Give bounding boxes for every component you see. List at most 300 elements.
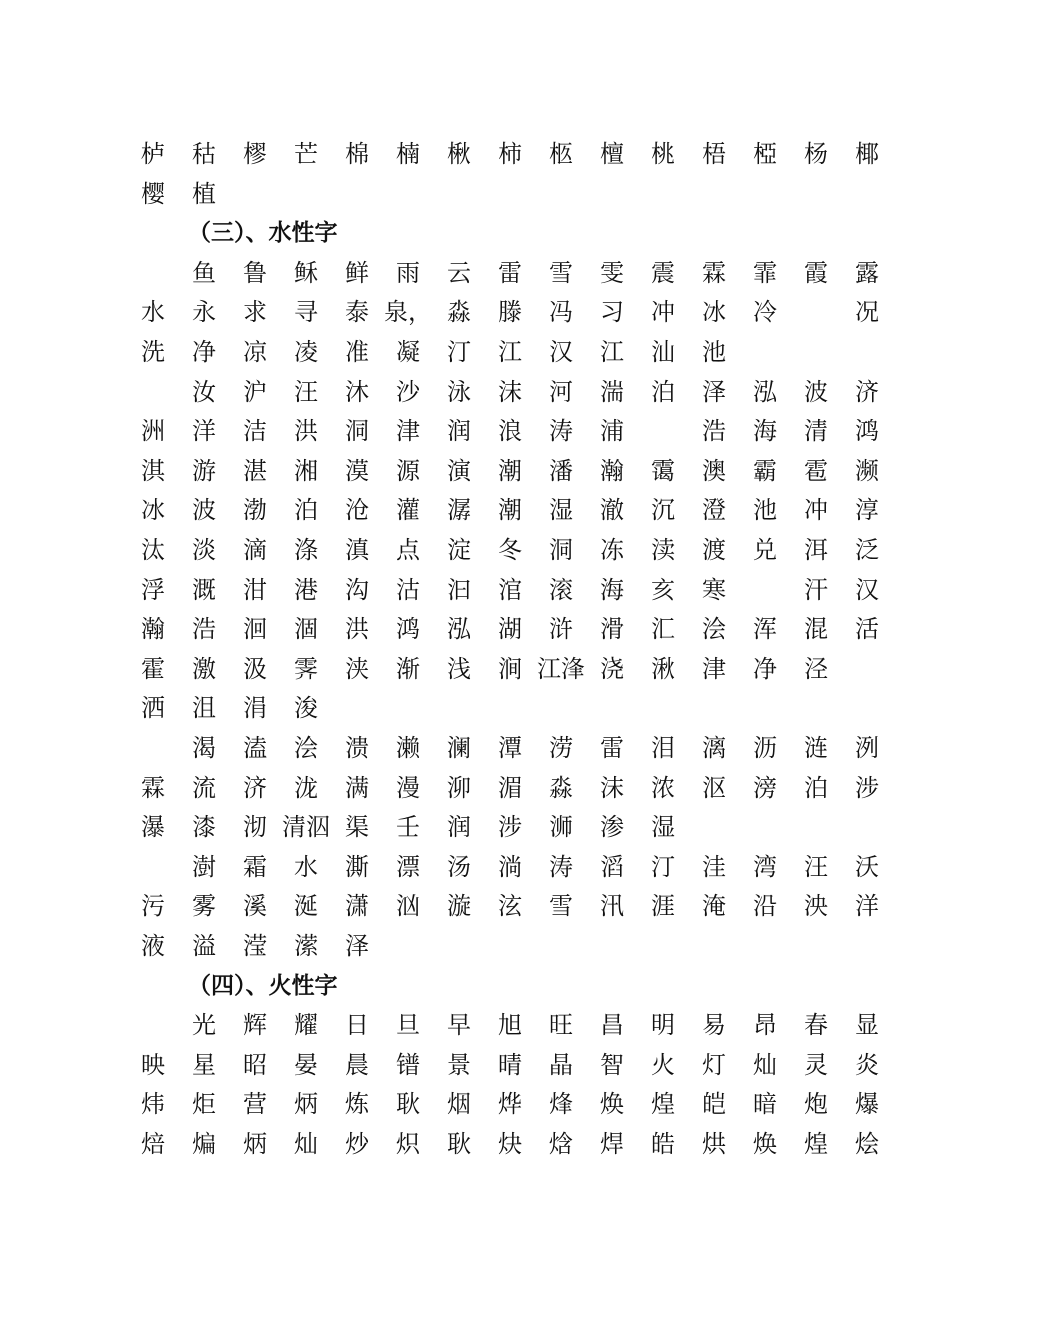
character-entry: 芒 — [294, 140, 318, 168]
character-entry: 涧 — [498, 654, 522, 683]
character-entry: 泊 — [651, 377, 675, 406]
character-entry: 沫 — [498, 377, 522, 406]
character-entry: 晏 — [294, 1050, 318, 1079]
character-entry: 潺 — [447, 496, 471, 525]
character-entry: 焕 — [600, 1090, 624, 1119]
character-entry: 霸 — [753, 456, 777, 485]
character-entry: 湘 — [294, 456, 318, 485]
character-entry: 湍 — [600, 377, 624, 406]
character-entry: 灵 — [804, 1050, 828, 1079]
character-entry: 耿 — [447, 1130, 471, 1158]
character-line — [0, 1050, 1046, 1089]
character-entry: 溃 — [345, 734, 369, 762]
character-entry: 渠 — [345, 813, 369, 842]
character-entry: 智 — [600, 1050, 624, 1079]
character-entry: 沮 — [192, 694, 216, 723]
character-entry: 雾 — [192, 892, 216, 921]
character-entry: 烩 — [855, 1130, 879, 1158]
character-entry: 雨 — [396, 258, 420, 287]
character-entry: 冯 — [549, 298, 573, 327]
character-entry: 滴 — [243, 536, 267, 564]
character-entry: 潘 — [549, 456, 573, 485]
character-entry: 湖 — [498, 615, 522, 644]
character-entry: 洱 — [804, 536, 828, 564]
character-entry: 汩 — [447, 575, 471, 604]
character-entry: 涓 — [243, 694, 267, 723]
character-entry: 浇 — [600, 654, 624, 683]
character-entry: 池 — [753, 496, 777, 525]
character-entry: 沐 — [345, 377, 369, 406]
character-entry: 炎 — [855, 1050, 879, 1079]
character-entry: 水 — [141, 298, 165, 327]
character-entry: 滚 — [549, 575, 573, 604]
character-entry: 涫 — [498, 575, 522, 604]
character-entry: 泉， — [384, 298, 432, 327]
character-entry: 星 — [192, 1050, 216, 1079]
character-line — [0, 456, 1046, 495]
character-entry: 杨 — [804, 140, 828, 168]
character-entry: 溢 — [192, 932, 216, 960]
character-line — [0, 931, 1046, 970]
character-entry: 营 — [243, 1090, 267, 1119]
character-entry: 潮 — [498, 456, 522, 485]
character-entry: 漂 — [396, 852, 420, 881]
character-entry: 习 — [600, 298, 624, 327]
character-entry: 浉 — [549, 813, 573, 842]
character-entry: 湿 — [651, 813, 675, 842]
character-entry: 明 — [651, 1011, 675, 1040]
character-entry: 淌 — [498, 852, 522, 881]
character-entry: 洞 — [549, 536, 573, 564]
character-entry: 火 — [651, 1050, 675, 1079]
character-entry: 焙 — [141, 1130, 165, 1158]
character-entry: 灿 — [753, 1050, 777, 1079]
character-entry: 凌 — [294, 338, 318, 366]
character-entry: 润 — [447, 813, 471, 842]
character-entry: 汪 — [294, 377, 318, 406]
character-line — [0, 891, 1046, 930]
character-entry: 泊 — [804, 773, 828, 802]
character-entry: 沽 — [396, 575, 420, 604]
character-entry: 涝 — [549, 734, 573, 762]
character-entry: 淀 — [447, 536, 471, 564]
character-entry: 求 — [243, 298, 267, 327]
character-entry: 霜 — [243, 852, 267, 881]
character-entry: 济 — [855, 377, 879, 406]
character-entry: 灌 — [396, 496, 420, 525]
character-entry: 鸿 — [396, 615, 420, 644]
character-entry: 景 — [447, 1050, 471, 1079]
character-entry: 霁 — [294, 654, 318, 683]
character-entry: 烨 — [498, 1090, 522, 1119]
character-entry: 昂 — [753, 1011, 777, 1040]
character-entry: 汀 — [651, 852, 675, 881]
character-entry: 浦 — [600, 417, 624, 446]
character-line — [0, 416, 1046, 455]
character-entry: 浍 — [294, 734, 318, 762]
character-entry: 昭 — [243, 1050, 267, 1079]
character-entry: 泊 — [294, 496, 318, 525]
character-entry: 淇 — [141, 456, 165, 485]
character-line — [0, 139, 1046, 178]
character-entry: 永 — [192, 298, 216, 327]
character-entry: 镨 — [396, 1050, 420, 1079]
character-entry: 津 — [396, 417, 420, 446]
character-entry: 淹 — [702, 892, 726, 921]
character-entry: 日 — [345, 1011, 369, 1040]
character-entry: 湿 — [549, 496, 573, 525]
character-entry: 漆 — [192, 813, 216, 842]
character-entry: 炔 — [498, 1130, 522, 1158]
character-line — [0, 1089, 1046, 1128]
character-entry: 江 — [600, 338, 624, 366]
character-entry: 淼 — [447, 298, 471, 327]
character-entry: 沏 — [243, 813, 267, 842]
character-entry: 洞 — [345, 417, 369, 446]
character-entry: 濑 — [396, 734, 420, 762]
character-line — [0, 575, 1046, 614]
character-entry: 炬 — [192, 1090, 216, 1119]
character-entry: 凉 — [243, 338, 267, 366]
section-heading-row — [0, 218, 1046, 257]
character-entry: 显 — [855, 1011, 879, 1040]
character-entry: 泰 — [345, 298, 369, 327]
character-entry: 涟 — [804, 734, 828, 762]
character-entry: 亥 — [651, 575, 675, 604]
character-entry: 沿 — [753, 892, 777, 921]
character-entry: 樱 — [141, 179, 165, 208]
character-entry: 河 — [549, 377, 573, 406]
character-entry: 净 — [753, 654, 777, 683]
character-entry: 浅 — [447, 654, 471, 683]
character-entry: 辉 — [243, 1011, 267, 1040]
character-entry: 爆 — [855, 1090, 879, 1119]
character-entry: 演 — [447, 456, 471, 485]
character-entry: 昌 — [600, 1011, 624, 1040]
character-entry: 涛 — [549, 417, 573, 446]
character-entry: 潭 — [498, 734, 522, 762]
character-entry: 灯 — [702, 1050, 726, 1079]
character-entry: 济 — [243, 773, 267, 802]
character-entry: 汇 — [651, 615, 675, 644]
character-entry: 冰 — [702, 298, 726, 327]
section-heading: （四）、火性字 — [188, 972, 338, 999]
character-entry: 滢 — [243, 932, 267, 960]
character-entry: 潆 — [294, 932, 318, 960]
character-entry: 兑 — [753, 536, 777, 564]
character-entry: 映 — [141, 1050, 165, 1079]
character-entry: 春 — [804, 1011, 828, 1040]
character-entry: 汹 — [396, 892, 420, 921]
character-entry: 洌 — [855, 734, 879, 762]
character-entry: 海 — [753, 417, 777, 446]
character-entry: 冲 — [804, 496, 828, 525]
character-entry: 润 — [447, 417, 471, 446]
character-entry: 冻 — [600, 536, 624, 564]
character-entry: 港 — [294, 575, 318, 604]
character-entry: 汰 — [141, 536, 165, 564]
character-line — [0, 733, 1046, 772]
character-entry: 皑 — [702, 1090, 726, 1119]
character-entry: 江浲 — [537, 654, 585, 683]
character-entry: 旺 — [549, 1011, 573, 1040]
character-entry: 椏 — [753, 140, 777, 168]
character-entry: 洋 — [855, 892, 879, 921]
character-entry: 霍 — [141, 654, 165, 683]
character-entry: 洄 — [243, 615, 267, 644]
character-entry: 稣 — [294, 258, 318, 287]
character-entry: 雯 — [600, 258, 624, 287]
character-entry: 湫 — [651, 654, 675, 683]
character-entry: 霏 — [753, 258, 777, 287]
character-entry: 汝 — [192, 377, 216, 406]
character-entry: 霖 — [702, 258, 726, 287]
character-entry: 滂 — [753, 773, 777, 802]
character-entry: 准 — [345, 338, 369, 366]
character-entry: 汉 — [855, 575, 879, 604]
character-entry: 炼 — [345, 1090, 369, 1119]
character-entry: 淳 — [855, 496, 879, 525]
character-entry: 霞 — [804, 258, 828, 287]
character-entry: 汀 — [447, 338, 471, 366]
character-entry: 浑 — [753, 615, 777, 644]
character-entry: 洋 — [192, 417, 216, 446]
character-entry: 煸 — [192, 1130, 216, 1158]
character-entry: 旦 — [396, 1011, 420, 1040]
character-entry: 浒 — [549, 615, 573, 644]
character-line — [0, 1010, 1046, 1049]
character-entry: 鱼 — [192, 258, 216, 287]
character-entry: 滔 — [600, 852, 624, 881]
character-entry: 污 — [141, 892, 165, 921]
character-entry: 梧 — [702, 140, 726, 168]
character-entry: 露 — [855, 258, 879, 287]
character-entry: 涛 — [549, 852, 573, 881]
character-entry: 混 — [804, 615, 828, 644]
character-entry: 澳 — [702, 456, 726, 485]
character-line — [0, 614, 1046, 653]
character-entry: 津 — [702, 654, 726, 683]
character-line — [0, 495, 1046, 534]
section-heading: （三）、水性字 — [188, 220, 338, 247]
character-entry: 泔 — [243, 575, 267, 604]
character-entry: 渡 — [702, 536, 726, 564]
character-entry: 汉 — [549, 338, 573, 366]
character-entry: 雪 — [549, 892, 573, 921]
character-entry: 沫 — [600, 773, 624, 802]
character-entry: 柩 — [549, 140, 573, 168]
character-entry: 渗 — [600, 813, 624, 842]
character-entry: 泪 — [651, 734, 675, 762]
character-entry: 易 — [702, 1011, 726, 1040]
character-entry: 潇 — [345, 892, 369, 921]
character-entry: 涉 — [498, 813, 522, 842]
character-entry: 秙 — [192, 140, 216, 168]
character-entry: 植 — [192, 179, 216, 208]
character-entry: 瀑 — [141, 813, 165, 842]
character-entry: 楸 — [447, 140, 471, 168]
character-entry: 栌 — [141, 140, 165, 168]
character-entry: 液 — [141, 932, 165, 960]
character-entry: 泱 — [804, 892, 828, 921]
character-entry: 泳 — [447, 377, 471, 406]
character-entry: 湛 — [243, 456, 267, 485]
character-entry: 浪 — [498, 417, 522, 446]
character-line — [0, 812, 1046, 851]
character-entry: 炒 — [345, 1130, 369, 1158]
character-entry: 鲜 — [345, 258, 369, 287]
character-entry: 漩 — [447, 892, 471, 921]
character-entry: 况 — [855, 298, 879, 327]
character-line — [0, 654, 1046, 693]
character-entry: 游 — [192, 456, 216, 485]
character-entry: 汗 — [804, 575, 828, 604]
character-entry: 洪 — [345, 615, 369, 644]
character-line — [0, 297, 1046, 336]
character-entry: 波 — [804, 377, 828, 406]
character-entry: 瀚 — [600, 456, 624, 485]
character-entry: 泖 — [447, 773, 471, 802]
character-entry: 寻 — [294, 298, 318, 327]
character-line — [0, 773, 1046, 812]
character-entry: 清 — [804, 417, 828, 446]
character-entry: 潮 — [498, 496, 522, 525]
character-entry: 洁 — [243, 417, 267, 446]
character-entry: 皓 — [651, 1130, 675, 1158]
character-entry: 涯 — [651, 892, 675, 921]
character-entry: 沃 — [855, 852, 879, 881]
character-entry: 早 — [447, 1011, 471, 1040]
character-entry: 洲 — [141, 417, 165, 446]
character-entry: 光 — [192, 1011, 216, 1040]
character-entry: 泓 — [447, 615, 471, 644]
character-entry: 泫 — [498, 892, 522, 921]
character-entry: 焊 — [600, 1130, 624, 1158]
character-entry: 浩 — [192, 615, 216, 644]
character-entry: 涉 — [855, 773, 879, 802]
character-entry: 冲 — [651, 298, 675, 327]
character-entry: 柿 — [498, 140, 522, 168]
character-entry: 冬 — [498, 536, 522, 564]
character-entry: 雷 — [600, 734, 624, 762]
character-entry: 浚 — [294, 694, 318, 723]
character-entry: 楠 — [396, 140, 420, 168]
character-line — [0, 377, 1046, 416]
character-entry: 炳 — [243, 1130, 267, 1158]
character-entry: 洼 — [702, 852, 726, 881]
character-line — [0, 1129, 1046, 1168]
character-entry: 澄 — [702, 496, 726, 525]
character-entry: 洒 — [141, 694, 165, 723]
character-entry: 耿 — [396, 1090, 420, 1119]
character-entry: 源 — [396, 456, 420, 485]
character-entry: 涤 — [294, 536, 318, 564]
character-entry: 渴 — [192, 734, 216, 762]
character-entry: 灿 — [294, 1130, 318, 1158]
character-entry: 渤 — [243, 496, 267, 525]
character-entry: 浓 — [651, 773, 675, 802]
character-entry: 浃 — [345, 654, 369, 683]
character-entry: 霖 — [141, 773, 165, 802]
character-entry: 晴 — [498, 1050, 522, 1079]
character-entry: 樛 — [243, 140, 267, 168]
character-entry: 澍 — [192, 852, 216, 881]
character-entry: 沪 — [243, 377, 267, 406]
character-entry: 溉 — [192, 575, 216, 604]
character-entry: 炽 — [396, 1130, 420, 1158]
character-entry: 滑 — [600, 615, 624, 644]
character-entry: 棉 — [345, 140, 369, 168]
character-entry: 霭 — [651, 456, 675, 485]
character-entry: 瀚 — [141, 615, 165, 644]
character-entry: 炳 — [294, 1090, 318, 1119]
character-entry: 炜 — [141, 1090, 165, 1119]
character-entry: 澜 — [447, 734, 471, 762]
character-entry: 清泅 — [282, 813, 330, 842]
character-entry: 濒 — [855, 456, 879, 485]
character-entry: 活 — [855, 615, 879, 644]
character-entry: 汪 — [804, 852, 828, 881]
character-entry: 烽 — [549, 1090, 573, 1119]
character-line — [0, 337, 1046, 376]
character-line — [0, 535, 1046, 574]
character-entry: 烟 — [447, 1090, 471, 1119]
character-entry: 渎 — [651, 536, 675, 564]
character-entry: 雷 — [498, 258, 522, 287]
character-entry: 湾 — [753, 852, 777, 881]
character-entry: 沙 — [396, 377, 420, 406]
character-entry: 冰 — [141, 496, 165, 525]
character-entry: 洗 — [141, 338, 165, 366]
character-entry: 浮 — [141, 575, 165, 604]
character-entry: 淼 — [549, 773, 573, 802]
character-entry: 晶 — [549, 1050, 573, 1079]
character-entry: 滕 — [498, 298, 522, 327]
character-entry: 澌 — [345, 852, 369, 881]
character-entry: 点 — [396, 536, 420, 564]
section-heading-row — [0, 971, 1046, 1010]
character-entry: 煌 — [651, 1090, 675, 1119]
character-entry: 渐 — [396, 654, 420, 683]
character-entry: 洪 — [294, 417, 318, 446]
character-entry: 煌 — [804, 1130, 828, 1158]
character-entry: 沧 — [345, 496, 369, 525]
character-entry: 壬 — [396, 813, 420, 842]
character-line — [0, 179, 1046, 218]
character-entry: 海 — [600, 575, 624, 604]
character-entry: 淡 — [192, 536, 216, 564]
character-entry: 汤 — [447, 852, 471, 881]
character-entry: 鲁 — [243, 258, 267, 287]
character-entry: 泛 — [855, 536, 879, 564]
character-entry: 涸 — [294, 615, 318, 644]
character-entry: 净 — [192, 338, 216, 366]
character-entry: 漠 — [345, 456, 369, 485]
character-entry: 泓 — [753, 377, 777, 406]
character-entry: 漫 — [396, 773, 420, 802]
character-entry: 泾 — [804, 654, 828, 683]
character-entry: 耀 — [294, 1011, 318, 1040]
character-entry: 震 — [651, 258, 675, 287]
character-entry: 鸿 — [855, 417, 879, 446]
character-entry: 沉 — [651, 496, 675, 525]
character-entry: 溘 — [243, 734, 267, 762]
character-entry: 澈 — [600, 496, 624, 525]
character-entry: 满 — [345, 773, 369, 802]
character-entry: 激 — [192, 654, 216, 683]
character-entry: 汲 — [243, 654, 267, 683]
character-entry: 焓 — [549, 1130, 573, 1158]
